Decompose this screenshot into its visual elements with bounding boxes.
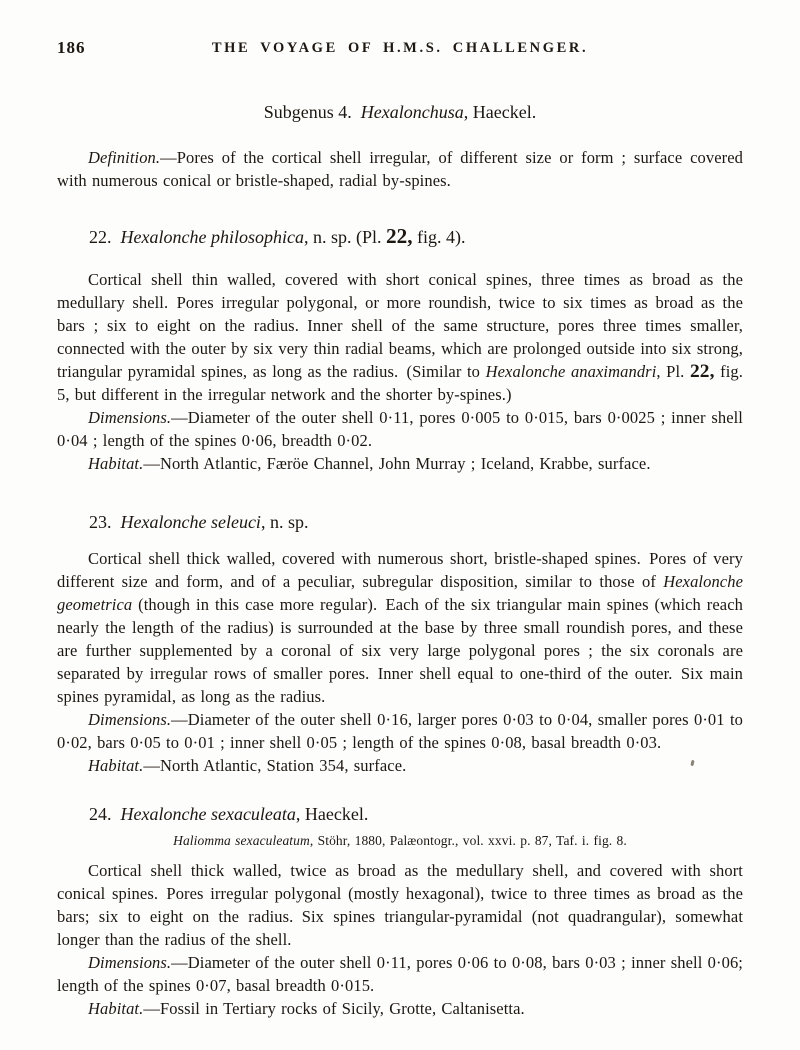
page-number: 186 <box>57 38 86 57</box>
species-23-habitat: Habitat.—North Atlantic, Station 354, surface. <box>88 756 407 775</box>
species-section-24 <box>57 803 743 1020</box>
species-23-dimensions: Dimensions.—Diameter of the outer shell 0·16, larger pores 0·03 to 0·04, smaller pores 0·01 to 0·02, bars 0·05 to 0·01 ; inner shell 0·05 ; length of the spines 0·08, basal breadth 0·03. <box>57 710 743 752</box>
species-23-description: Cortical shell thick walled, covered with numerous short, bristle-shaped spines. Pores of very different size and form, and of a peculiar, subregular disposition, similar to those of Hexalonche geometrica (though in this case more regular). Each of the six triangular main spines (which reach nearly the length of the radius) is surrounded at the base by three small roundish pores, and these are further supplemented by a coronal of six very large polygonal pores ; the six coronals are separated by irregular rows of smaller pores. Inner shell equal to one-third of the outer. Six main spines pyramidal, as long as the radius. <box>57 549 743 706</box>
species-24-habitat: Habitat.—Fossil in Tertiary rocks of Sicily, Grotte, Caltanisetta. <box>88 999 525 1018</box>
species-24-synonymy: Haliomma sexaculeatum, Stöhr, 1880, Palæontogr., vol. xxvi. p. 87, Taf. i. fig. 8. <box>173 833 627 848</box>
species-section-23 <box>57 511 743 777</box>
species-23-heading: 23. Hexalonche seleuci, n. sp. <box>89 512 309 532</box>
species-22-heading: 22. Hexalonche philosophica, n. sp. (Pl. 22, fig. 4). <box>89 224 466 248</box>
species-22-dimensions: Dimensions.—Diameter of the outer shell 0·11, pores 0·005 to 0·015, bars 0·0025 ; inner shell 0·04 ; length of the spines 0·06, breadth 0·02. <box>57 408 743 450</box>
species-22-habitat: Habitat.—North Atlantic, Færöe Channel, John Murray ; Iceland, Krabbe, surface. <box>88 454 651 473</box>
definition-paragraph: Definition.—Pores of the cortical shell irregular, of different size or form ; surface covered with numerous conical or bristle-shaped, radial by-spines. <box>57 148 743 190</box>
species-24-description: Cortical shell thick walled, twice as broad as the medullary shell, and covered with short conical spines. Pores irregular polygonal (mostly hexagonal), twice to three times as broad as the bars; six to eight on the radius. Six spines triangular-pyramidal (not quadrangular), somewhat longer than the radius of the shell. <box>57 861 743 949</box>
species-24-dimensions: Dimensions.—Diameter of the outer shell 0·11, pores 0·06 to 0·08, bars 0·03 ; inner shell 0·06; length of the spines 0·07, basal breadth 0·015. <box>57 953 743 995</box>
species-22-description: Cortical shell thin walled, covered with short conical spines, three times as broad as the medullary shell. Pores irregular polygonal, or more roundish, twice to six times as broad as the bars ; six to eight on the radius. Inner shell of the same structure, pores three times smaller, connected with the outer by six very thin radial beams, which are prolonged outside into six strong, triangular pyramidal spines, as long as the radius. (Similar to Hexalonche anaximandri, Pl. 22, fig. 5, but different in the irregular network and the shorter by-spines.) <box>57 270 743 404</box>
species-24-heading: 24. Hexalonche sexaculeata, Haeckel. <box>89 804 369 824</box>
running-title: THE VOYAGE OF H.M.S. CHALLENGER. <box>211 40 589 56</box>
page-header <box>57 36 743 59</box>
subgenus-heading: Subgenus 4. Hexalonchusa, Haeckel. <box>263 102 537 122</box>
species-section-22 <box>57 225 743 475</box>
